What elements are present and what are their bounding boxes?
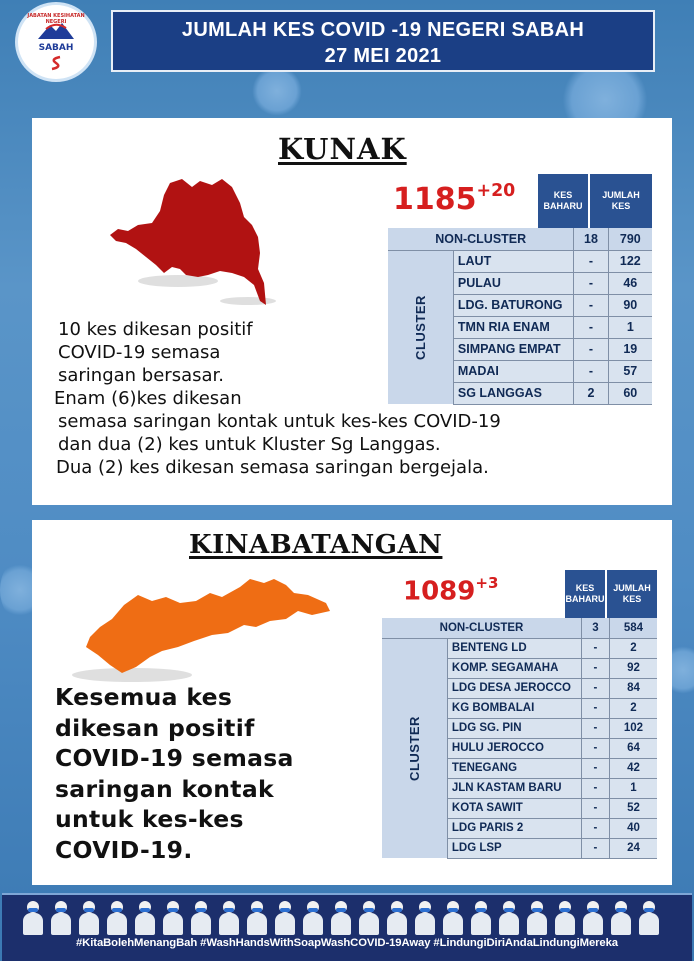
cluster-jumlah: 2 <box>609 698 657 718</box>
desc-line: COVID-19 semasa <box>55 744 294 772</box>
cluster-jumlah: 1 <box>609 778 657 798</box>
desc-line: Kesemua kes <box>55 683 233 711</box>
person-icon <box>414 901 436 935</box>
person-icon <box>162 901 184 935</box>
footer-hashtags: #KitaBolehMenangBah #WashHandsWithSoapWashCOVID-19Away #LindungiDiriAndaLindungiMereka <box>76 937 618 949</box>
noncluster-kes: 3 <box>582 618 610 638</box>
cluster-kes: - <box>582 818 610 838</box>
table-row <box>388 250 652 272</box>
person-icon <box>442 901 464 935</box>
cluster-kes: - <box>582 698 610 718</box>
cluster-name: LDG. BATURONG <box>453 294 573 316</box>
person-icon <box>134 901 156 935</box>
person-icon <box>106 901 128 935</box>
noncluster-label: NON-CLUSTER <box>388 228 574 250</box>
cluster-kes: - <box>582 638 610 658</box>
cluster-name: TMN RIA ENAM <box>453 316 573 338</box>
person-icon <box>274 901 296 935</box>
cluster-jumlah: 42 <box>609 758 657 778</box>
cluster-kes: - <box>574 338 608 360</box>
kunak-head-kes-baharu: KES BAHARU <box>538 174 588 228</box>
kunak-noncluster-row <box>388 228 652 250</box>
kinabatangan-map <box>72 575 372 685</box>
person-icon <box>582 901 604 935</box>
cluster-name: MADAI <box>453 360 573 382</box>
cluster-name: LAUT <box>453 250 573 272</box>
cluster-kes: - <box>582 758 610 778</box>
page-date: 27 MEI 2021 <box>324 45 442 67</box>
person-icon <box>50 901 72 935</box>
cluster-name: LDG DESA JEROCCO <box>447 678 581 698</box>
desc-line: saringan kontak <box>55 774 274 803</box>
cluster-name: KOMP. SEGAMAHA <box>447 658 581 678</box>
cluster-kes: - <box>582 658 610 678</box>
cluster-jumlah: 84 <box>609 678 657 698</box>
cluster-jumlah: 40 <box>609 818 657 838</box>
desc-line: dikesan positif <box>55 713 255 742</box>
kunak-total-value: 1185 <box>393 182 477 217</box>
person-icon <box>302 901 324 935</box>
cluster-name: SIMPANG EMPAT <box>453 338 573 360</box>
cluster-kes: - <box>574 316 608 338</box>
cluster-jumlah: 60 <box>608 382 652 404</box>
desc-line: dan dua (2) kes untuk Kluster Sg Langgas. <box>58 434 441 455</box>
kinabatangan-description <box>55 682 385 865</box>
noncluster-jumlah: 584 <box>609 618 657 638</box>
cluster-jumlah: 2 <box>609 638 657 658</box>
cluster-name: LDG PARIS 2 <box>447 818 581 838</box>
person-icon <box>78 901 100 935</box>
person-icon <box>638 901 660 935</box>
desc-line: COVID-19 semasa <box>58 342 221 363</box>
desc-line: COVID-19. <box>55 835 193 864</box>
cluster-name: HULU JEROCCO <box>447 738 581 758</box>
table-row <box>382 638 657 658</box>
desc-line: Dua (2) kes dikesan semasa saringan bergejala. <box>56 457 489 478</box>
person-icon <box>470 901 492 935</box>
cluster-name: PULAU <box>453 272 573 294</box>
kunak-new-value: +20 <box>476 181 516 201</box>
person-icon <box>358 901 380 935</box>
noncluster-label: NON-CLUSTER <box>382 618 582 638</box>
ribbon-logo-icon <box>48 55 64 71</box>
kinabatangan-head-jumlah-kes: JUMLAH KES <box>607 570 657 618</box>
cluster-kes: - <box>574 360 608 382</box>
cluster-jumlah: 46 <box>608 272 652 294</box>
cluster-kes: - <box>582 678 610 698</box>
cluster-name: KG BOMBALAI <box>447 698 581 718</box>
kinabatangan-new-value: +3 <box>475 574 499 592</box>
cluster-jumlah: 19 <box>608 338 652 360</box>
cluster-name: KOTA SAWIT <box>447 798 581 818</box>
person-icon <box>526 901 548 935</box>
person-icon <box>610 901 632 935</box>
logo-small-text: JABATAN KESIHATAN NEGERI <box>27 13 85 25</box>
kinabatangan-total-value: 1089 <box>403 576 476 607</box>
kinabatangan-case-table <box>382 618 657 859</box>
title-banner <box>111 10 655 72</box>
cluster-jumlah: 52 <box>609 798 657 818</box>
footer-banner <box>2 893 692 961</box>
cluster-name: BENTENG LD <box>447 638 581 658</box>
kunak-description <box>54 318 664 479</box>
person-icon <box>218 901 240 935</box>
cluster-kes: - <box>582 778 610 798</box>
mountain-logo-icon <box>36 19 76 41</box>
kunak-head-jumlah-kes: JUMLAH KES <box>590 174 652 228</box>
district-title-kunak: KUNAK <box>278 132 407 166</box>
person-icon <box>554 901 576 935</box>
cluster-side-label: CLUSTER <box>382 638 447 858</box>
cluster-jumlah: 92 <box>609 658 657 678</box>
person-icon <box>386 901 408 935</box>
desc-line: semasa saringan kontak untuk kes-kes COVID-19 <box>58 411 501 432</box>
cluster-kes: - <box>582 798 610 818</box>
cluster-jumlah: 90 <box>608 294 652 316</box>
kinabatangan-head-kes-baharu: KES BAHARU <box>565 570 605 618</box>
cluster-name: TENEGANG <box>447 758 581 778</box>
kunak-panel <box>32 118 672 505</box>
cluster-name: LDG SG. PIN <box>447 718 581 738</box>
virus-decoration <box>252 66 302 116</box>
cluster-jumlah: 64 <box>609 738 657 758</box>
kinabatangan-total-cases <box>403 576 499 607</box>
noncluster-jumlah: 790 <box>608 228 652 250</box>
cluster-name: LDG LSP <box>447 838 581 858</box>
cluster-name: JLN KASTAM BARU <box>447 778 581 798</box>
cluster-kes: - <box>574 294 608 316</box>
cluster-kes: 2 <box>574 382 608 404</box>
cluster-kes: - <box>582 738 610 758</box>
desc-line: untuk kes-kes <box>55 805 244 833</box>
frontliner-figures <box>22 897 682 937</box>
person-icon <box>246 901 268 935</box>
logo-text: SABAH <box>38 43 74 53</box>
desc-line: Enam (6)kes dikesan <box>54 388 242 409</box>
kinabatangan-noncluster-row <box>382 618 657 638</box>
kunak-map <box>108 173 283 313</box>
person-icon <box>22 901 44 935</box>
noncluster-kes: 18 <box>574 228 608 250</box>
cluster-jumlah: 102 <box>609 718 657 738</box>
cluster-jumlah: 57 <box>608 360 652 382</box>
page-title: JUMLAH KES COVID -19 NEGERI SABAH <box>181 19 585 41</box>
person-icon <box>330 901 352 935</box>
district-title-kinabatangan: KINABATANGAN <box>189 530 443 560</box>
kunak-total-cases <box>393 182 515 217</box>
sabah-health-logo <box>18 5 94 79</box>
cluster-side-label: CLUSTER <box>388 250 453 404</box>
cluster-kes: - <box>574 272 608 294</box>
desc-line: saringan bersasar. <box>58 365 224 386</box>
person-icon <box>190 901 212 935</box>
cluster-name: SG LANGGAS <box>453 382 573 404</box>
cluster-jumlah: 122 <box>608 250 652 272</box>
cluster-kes: - <box>582 838 610 858</box>
person-icon <box>498 901 520 935</box>
cluster-kes: - <box>582 718 610 738</box>
desc-line: 10 kes dikesan positif <box>58 319 253 340</box>
cluster-jumlah: 24 <box>609 838 657 858</box>
cluster-kes: - <box>574 250 608 272</box>
cluster-jumlah: 1 <box>608 316 652 338</box>
